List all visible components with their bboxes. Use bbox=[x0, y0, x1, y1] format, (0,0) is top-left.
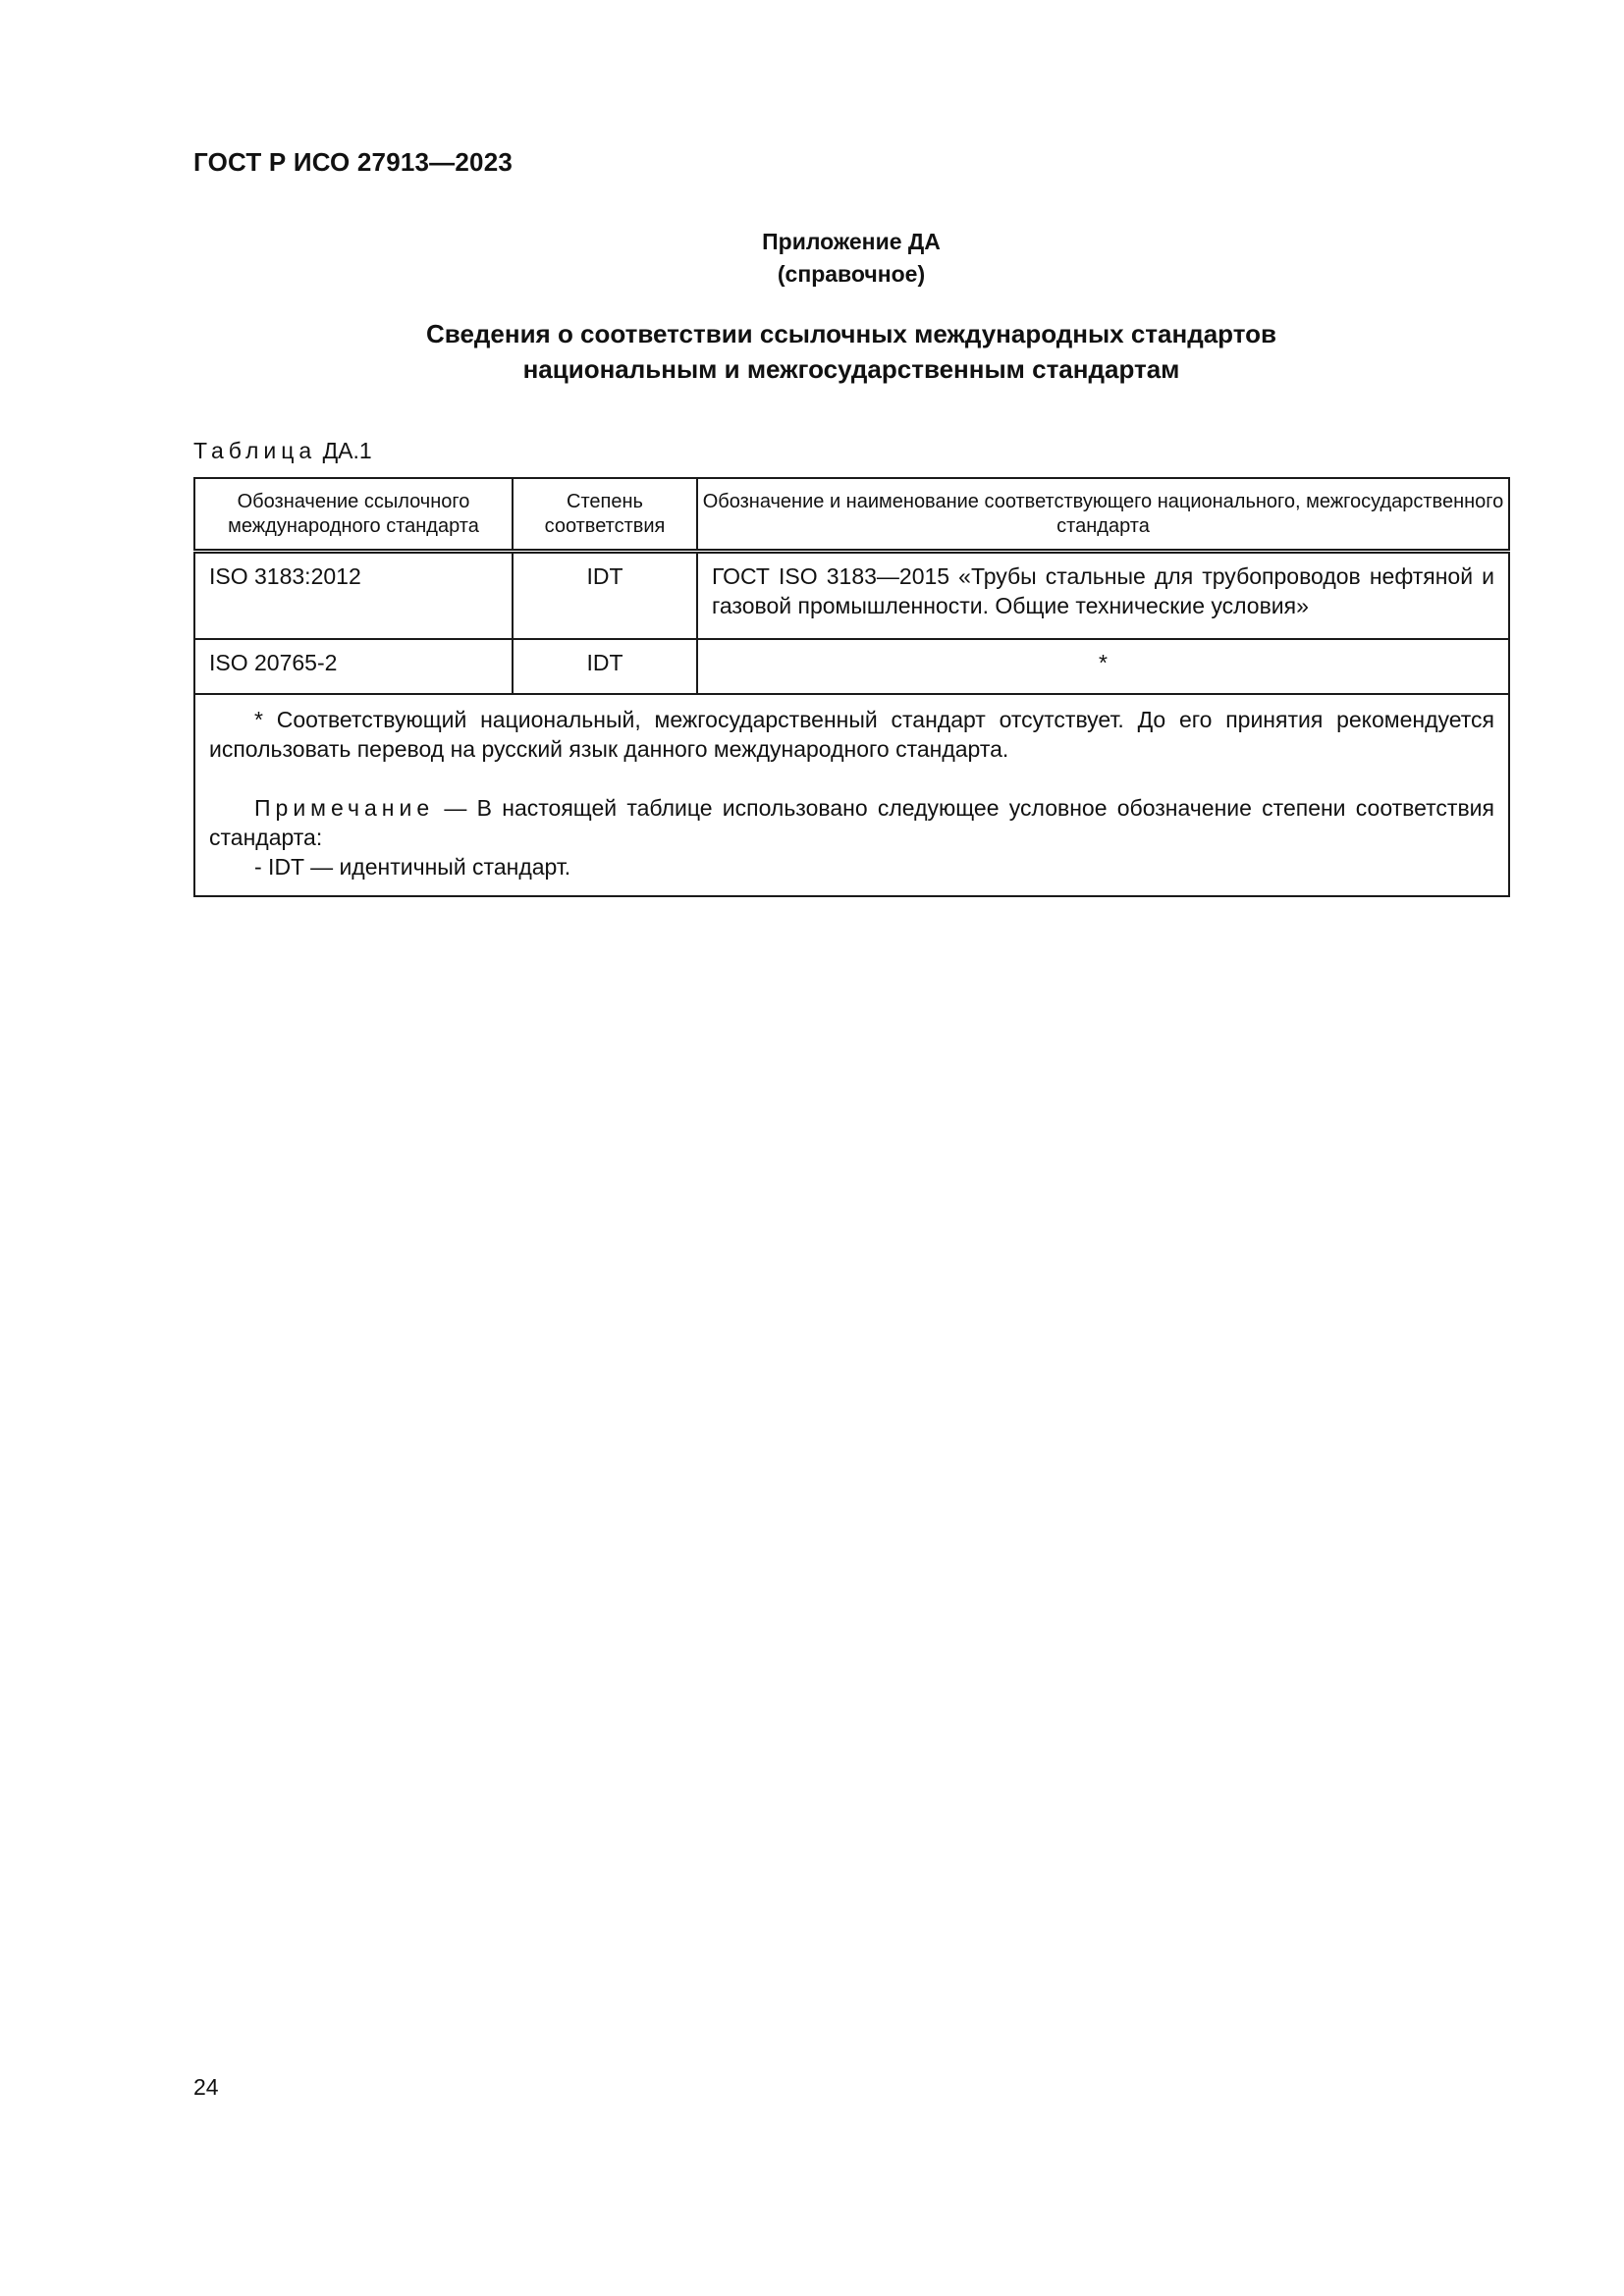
degree-cell: IDT bbox=[513, 552, 697, 640]
note-list-item: - IDT — идентичный стандарт. bbox=[254, 854, 571, 880]
table-header-row bbox=[194, 478, 1509, 552]
intl-standard-cell: ISO 20765-2 bbox=[194, 639, 513, 694]
column-header-national-standard: Обозначение и наименование соответствующего национального, межгосударственного стандарта bbox=[697, 478, 1509, 552]
intl-standard-cell: ISO 3183:2012 bbox=[194, 552, 513, 640]
national-standard-cell: ГОСТ ISO 3183—2015 «Трубы стальные для трубопроводов нефтяной и газовой промышленности. Общие технические условия» bbox=[697, 552, 1509, 640]
table-row bbox=[194, 639, 1509, 694]
national-standard-cell: * bbox=[697, 639, 1509, 694]
table-caption bbox=[193, 438, 372, 464]
column-header-intl-standard: Обозначение ссылочного международного стандарта bbox=[194, 478, 513, 552]
table-caption-number: ДА.1 bbox=[322, 438, 372, 463]
standards-correspondence-table bbox=[193, 477, 1510, 897]
table-footer-cell bbox=[194, 694, 1509, 896]
table-footnote: * Соответствующий национальный, межгосударственный стандарт отсутствует. До его принятия рекомендуется использовать перевод на русский язык данного международного стандарта. bbox=[209, 707, 1494, 762]
annex-title bbox=[0, 316, 1624, 387]
annex-title-line-1: Сведения о соответствии ссылочных международных стандартов bbox=[426, 319, 1276, 348]
annex-heading bbox=[0, 226, 1624, 291]
annex-kind: (справочное) bbox=[777, 261, 926, 287]
note-text: — В настоящей таблице использовано следующее условное обозначение степени соответствия стандарта: bbox=[209, 795, 1494, 850]
document-designation: ГОСТ Р ИСО 27913—2023 bbox=[193, 147, 514, 177]
note-label: Примечание bbox=[254, 795, 435, 821]
page-number: 24 bbox=[193, 2074, 219, 2100]
table-note bbox=[209, 793, 1494, 852]
table-footer-row bbox=[194, 694, 1509, 896]
annex-title-line-2: национальным и межгосударственным стандартам bbox=[522, 354, 1180, 384]
table-caption-word: Таблица bbox=[193, 438, 317, 463]
degree-cell: IDT bbox=[513, 639, 697, 694]
annex-label: Приложение ДА bbox=[762, 229, 941, 254]
column-header-degree: Степень соответствия bbox=[513, 478, 697, 552]
table-row bbox=[194, 552, 1509, 640]
